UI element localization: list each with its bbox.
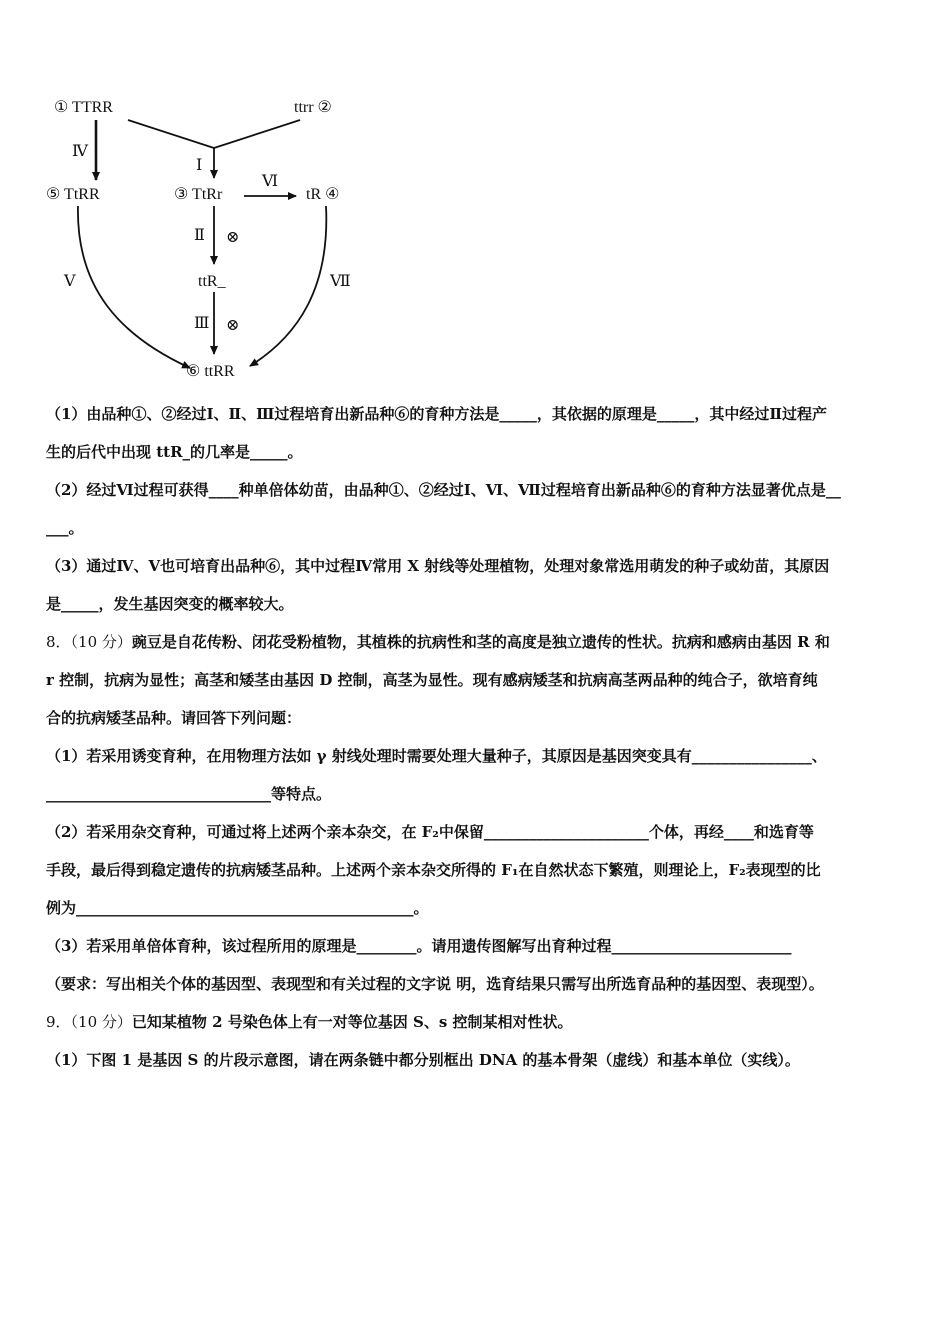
node-2-ttrr: ttrr ② — [294, 99, 332, 116]
q8-part1-line1: （1）若采用诱变育种，在用物理方法如 γ 射线处理时需要处理大量种子，其原因是基因突变具有________________、 — [46, 747, 827, 765]
q7-part3-line2: 是_____，发生基因突变的概率较大。 — [46, 595, 294, 613]
q8-part3-line2: （要求：写出相关个体的基因型、表现型和有关过程的文字说 明，选育结果只需写出所选育品种的基因型、表现型）。 — [46, 975, 824, 993]
label-process-1: Ⅰ — [196, 157, 203, 174]
q9-number: 9．（10 分） — [46, 1013, 132, 1031]
q7-part3-line1: （3）通过Ⅳ、Ⅴ也可培育出品种⑥，其中过程Ⅳ常用 X 射线等处理植物，处理对象常选用萌发的种子或幼苗，其原因 — [46, 557, 830, 575]
q8-stem-line1 — [46, 632, 908, 652]
q9-stem-text: 已知某植物 2 号染色体上有一对等位基因 S、s 控制某相对性状。 — [131, 1013, 573, 1031]
q7-part1-line2: 生的后代中出现 ttR_的几率是_____。 — [46, 443, 303, 461]
q8-part3-line1: （3）若采用单倍体育种，该过程所用的原理是________。请用遗传图解写出育种过程________________________ — [46, 937, 792, 955]
label-process-5: Ⅴ — [64, 273, 76, 290]
selfing-symbol-2: ⊗ — [226, 317, 240, 334]
q7-part1-line1: （1）由品种①、②经过Ⅰ、Ⅱ、Ⅲ过程培育出新品种⑥的育种方法是_____，其依据的原理是_____，其中经过Ⅱ过程产 — [46, 405, 828, 423]
q8-stem-line3: 合的抗病矮茎品种。请回答下列问题： — [46, 709, 302, 727]
q9-part1: （1）下图 1 是基因 S 的片段示意图，请在两条链中都分别框出 DNA 的基本骨架（虚线）和基本单位（实线）。 — [46, 1051, 800, 1069]
label-process-2: Ⅱ — [194, 227, 205, 244]
q7-part2-line1: （2）经过Ⅵ过程可获得____种单倍体幼苗，由品种①、②经过Ⅰ、Ⅵ、Ⅶ过程培育出新品种⑥的育种方法显著优点是__ — [46, 481, 841, 499]
q7-part2-line2: ___。 — [46, 519, 84, 537]
q8-part2-line1: （2）若采用杂交育种，可通过将上述两个亲本杂交，在 F₂中保留______________________个体，再经____和选育等 — [46, 823, 814, 841]
node-5-ttrr: ⑤ TtRR — [46, 186, 100, 203]
label-process-6: Ⅵ — [262, 173, 279, 190]
q9-stem — [46, 1012, 908, 1032]
node-ttr-intermediate: ttR_ — [198, 273, 226, 290]
node-1-ttrr: ① TTRR — [54, 99, 113, 116]
label-process-3: Ⅲ — [194, 315, 210, 332]
question-text — [46, 404, 908, 1088]
q8-stem-text: 豌豆是自花传粉、闭花受粉植物，其植株的抗病性和茎的高度是独立遗传的性状。抗病和感病由基因 R 和 — [131, 633, 830, 651]
node-4-tr: tR ④ — [306, 186, 340, 203]
q8-part2-line3: 例为_____________________________________________。 — [46, 899, 429, 917]
breeding-pathway-diagram — [40, 88, 360, 388]
q8-part2-line2: 手段，最后得到稳定遗传的抗病矮茎品种。上述两个亲本杂交所得的 F₁在自然状态下繁殖，则理论上，F₂表现型的比 — [46, 861, 821, 879]
node-6-ttrr: ⑥ ttRR — [186, 363, 235, 380]
label-process-4: Ⅳ — [72, 143, 88, 160]
selfing-symbol-1: ⊗ — [226, 229, 240, 246]
label-process-7: Ⅶ — [330, 273, 351, 290]
cross-line-2 — [214, 120, 300, 148]
q8-stem-line2: r 控制，抗病为显性；高茎和矮茎由基因 D 控制，高茎为显性。现有感病矮茎和抗病高茎两品种的纯合子，欲培育纯 — [46, 671, 818, 689]
q8-part1-line2: ______________________________等特点。 — [46, 785, 332, 803]
arrow-process-7 — [250, 206, 326, 366]
q8-number: 8．（10 分） — [46, 633, 132, 651]
cross-line-1 — [128, 120, 214, 148]
arrow-process-5 — [78, 206, 190, 368]
node-3-ttrr: ③ TtRr — [174, 186, 223, 203]
